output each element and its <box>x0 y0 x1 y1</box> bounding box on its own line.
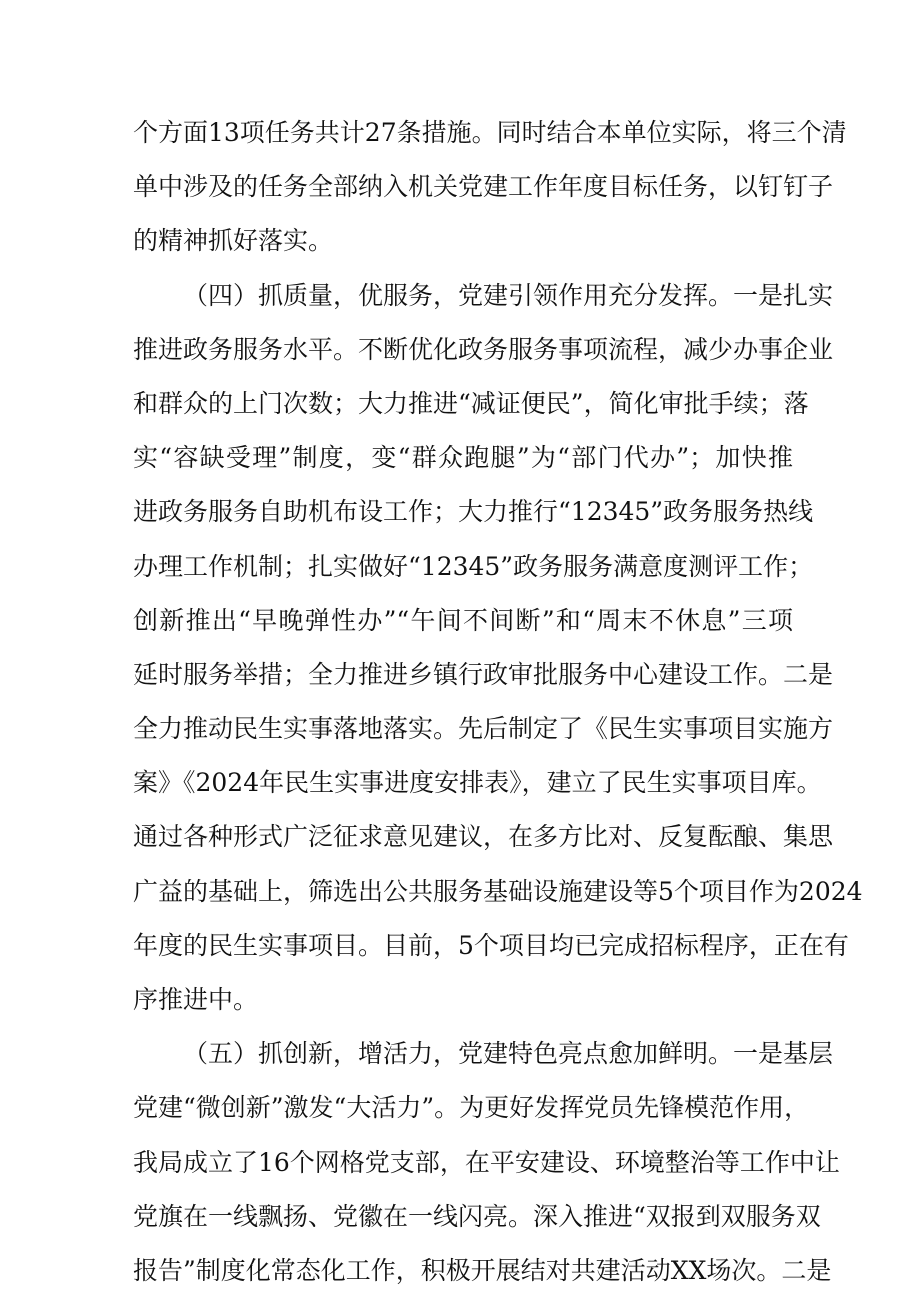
text-line: 报告”制度化常态化工作，积极开展结对共建活动XX场次。二是 <box>133 1255 832 1285</box>
text-line: 个方面13项任务共计27条措施。同时结合本单位实际，将三个清 <box>133 118 847 147</box>
text-line: 单中涉及的任务全部纳入机关党建工作年度目标任务，以钉钉子 <box>133 172 834 202</box>
text-line: 通过各种形式广泛征求意见建议，在多方比对、反复酝酿、集思 <box>133 822 834 852</box>
text-line: 年度的民生实事项目。目前，5个项目均已完成招标程序，正在有 <box>133 930 849 960</box>
text-line: 进政务服务自助机布设工作；大力推行“12345”政务服务热线 <box>133 497 814 527</box>
text-line: 办理工作机制；扎实做好“12345”政务服务满意度测评工作； <box>133 551 814 581</box>
text-line: 全力推动民生实事落地落实。先后制定了《民生实事项目实施方 <box>133 714 834 744</box>
text-line: 党建“微创新”激发“大活力”。为更好发挥党员先锋模范作用， <box>133 1093 810 1123</box>
text-line: 党旗在一线飘扬、党徽在一线闪亮。深入推进“双报到双服务双 <box>133 1201 821 1231</box>
text-line: 和群众的上门次数；大力推进“减证便民”，简化审批手续；落 <box>133 388 809 418</box>
text-line: 我局成立了16个网格党支部，在平安建设、环境整治等工作中让 <box>133 1147 840 1177</box>
document-body <box>133 106 863 1298</box>
text-line: 广益的基础上，筛选出公共服务基础设施建设等5个项目作为2024 <box>133 876 863 906</box>
section-heading-line: （五）抓创新，增活力，党建特色亮点愈加鲜明。一是基层 <box>183 1039 834 1069</box>
text-line: 案》《2024年民生实事进度安排表》，建立了民生实事项目库。 <box>133 768 822 798</box>
text-line: 推进政务服务水平。不断优化政务服务事项流程，减少办事企业 <box>133 334 834 364</box>
text-line: 的精神抓好落实。 <box>133 226 334 256</box>
section-heading-line: （四）抓质量，优服务，党建引领作用充分发挥。一是扎实 <box>183 280 834 310</box>
text-line: 序推进中。 <box>133 985 259 1014</box>
text-line: 创新推出“早晚弹性办”“午间不间断”和“周末不休息”三项 <box>133 605 793 635</box>
text-line: 实“容缺受理”制度，变“群众跑腿”为“部门代办”；加快推 <box>133 443 793 473</box>
text-line: 延时服务举措；全力推进乡镇行政审批服务中心建设工作。二是 <box>133 659 834 689</box>
